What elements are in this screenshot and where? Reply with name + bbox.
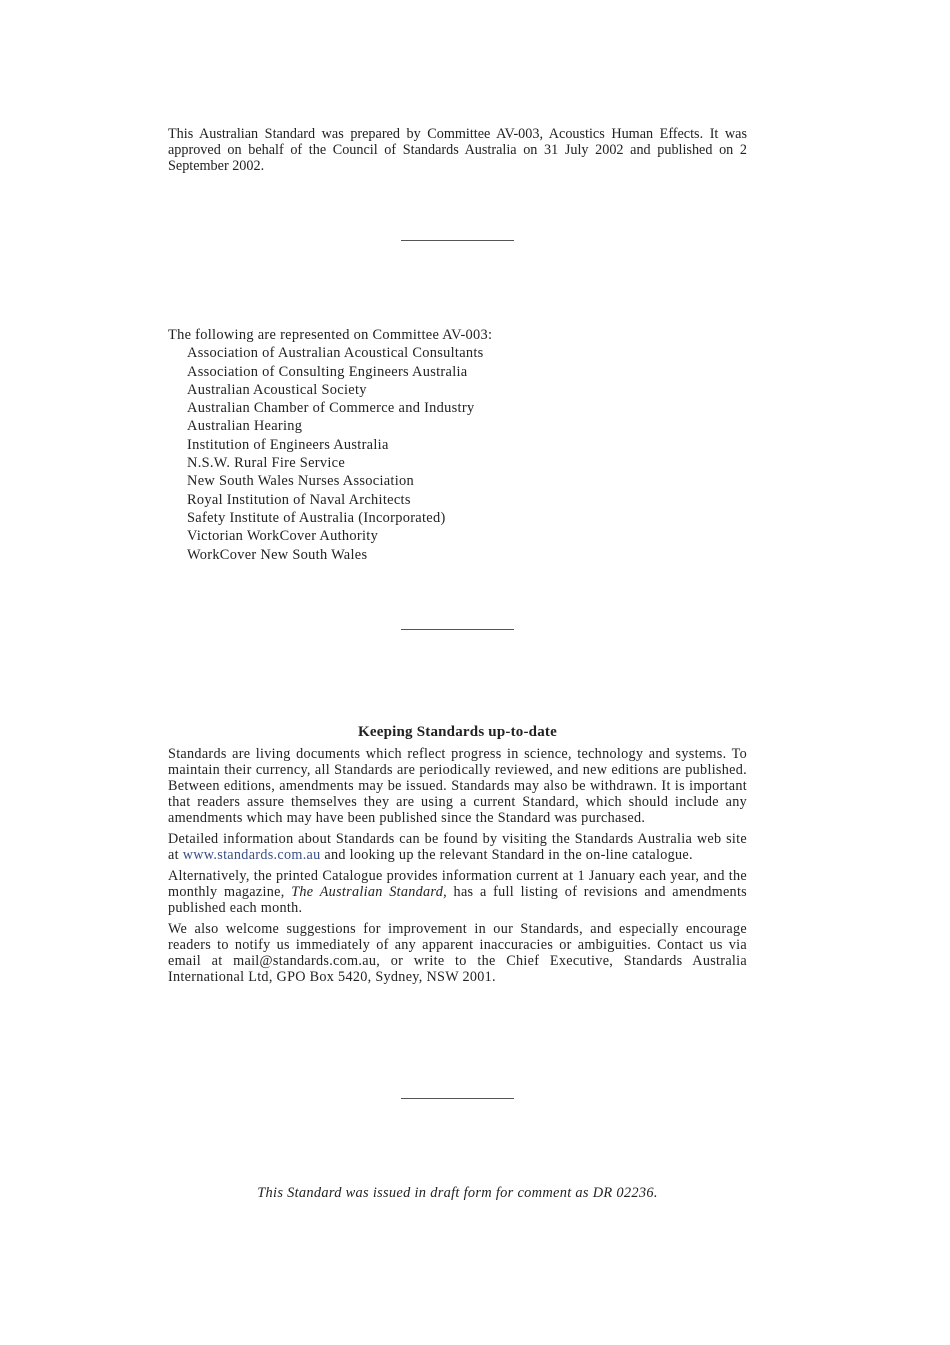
draft-note: This Standard was issued in draft form for comment as DR 02236.: [257, 1185, 658, 1201]
committee-member-list: [168, 344, 768, 564]
committee-intro: The following are represented on Committee AV-003:: [168, 327, 493, 343]
keeping-paragraph-4: We also welcome suggestions for improvement in our Standards, and especially encourage readers to notify us immediately of any apparent inaccuracies or ambiguities. Contact us via email at mail@standards.com.au, or write to the Chief Executive, Standards Australia International Ltd, GPO Box 5420, Sydney, NSW 2001.: [168, 921, 747, 985]
committee-member: Association of Australian Acoustical Consultants: [187, 345, 484, 362]
paragraph-text: and looking up the relevant Standard in the on-line catalogue.: [320, 847, 693, 863]
keeping-standards-body: [168, 746, 747, 990]
paragraph-text: , has a full listing of revisions and amendments published each month.: [168, 884, 748, 916]
committee-member: Institution of Engineers Australia: [187, 436, 389, 453]
committee-member: Australian Chamber of Commerce and Industry: [187, 400, 475, 417]
keeping-paragraph-1: Standards are living documents which reflect progress in science, technology and systems. To maintain their currency, all Standards are periodically reviewed, and new editions are published. Between editions, amendments may be issued. Standards may also be withdrawn. It is important that readers assure themselves they are using a current Standard, which should include any amendments which may have been published since the Standard was purchased.: [168, 746, 747, 826]
keeping-standards-heading: Keeping Standards up-to-date: [358, 724, 557, 740]
committee-member: Royal Institution of Naval Architects: [187, 491, 411, 508]
committee-member: N.S.W. Rural Fire Service: [187, 455, 346, 472]
committee-member: WorkCover New South Wales: [187, 546, 368, 563]
committee-member: Australian Acoustical Society: [187, 381, 367, 398]
committee-member: Victorian WorkCover Authority: [187, 528, 379, 545]
committee-member: Association of Consulting Engineers Australia: [187, 363, 468, 380]
paragraph-text: Detailed information about Standards can be found by visiting the Standards Australia web site at: [168, 831, 747, 863]
keeping-paragraph-2: [168, 831, 747, 863]
committee-section: [168, 326, 768, 564]
section-divider: [401, 240, 514, 241]
committee-member: New South Wales Nurses Association: [187, 473, 415, 490]
section-divider: [401, 1098, 514, 1099]
preparation-statement: This Australian Standard was prepared by Committee AV-003, Acoustics Human Effects. It was approved on behalf of the Council of Standards Australia on 31 July 2002 and published on 2 September 2002.: [168, 126, 747, 174]
section-divider: [401, 629, 514, 630]
committee-member: Safety Institute of Australia (Incorporated): [187, 509, 446, 526]
paragraph-text: Alternatively, the printed Catalogue provides information current at 1 January each year, and the monthly magazine,: [168, 868, 747, 900]
keeping-paragraph-3: [168, 868, 747, 916]
standards-website-link[interactable]: www.standards.com.au: [182, 847, 321, 863]
magazine-title: The Australian Standard: [291, 884, 444, 900]
committee-member: Australian Hearing: [187, 418, 303, 435]
